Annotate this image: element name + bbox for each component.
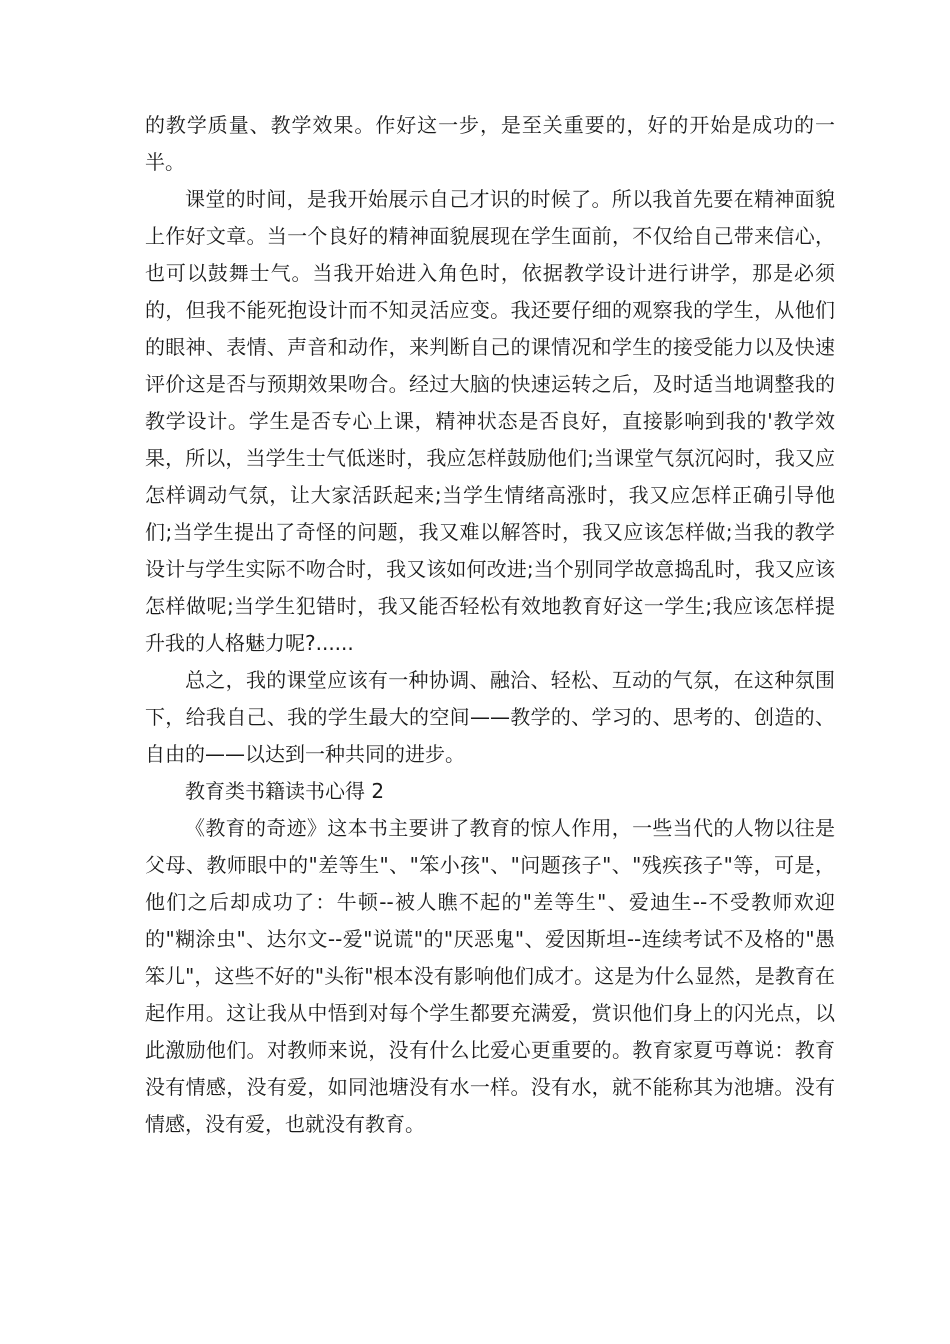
paragraph-classroom-time: 课堂的时间，是我开始展示自己才识的时候了。所以我首先要在精神面貌上作好文章。当一个良好的精神面貌展现在学生面前，不仅给自己带来信心，也可以鼓舞士气。当我开始进入角色时，依据教学设计进行讲学，那是必须的，但我不能死抱设计而不知灵活应变。我还要仔细的观察我的学生，从他们的眼神、表情、声音和动作，来判断自己的课情况和学生的接受能力以及快速评价这是否与预期效果吻合。经过大脑的快速运转之后，及时适当地调整我的教学设计。学生是否专心上课，精神状态是否良好，直接影响到我的'教学效果，所以，当学生士气低迷时，我应怎样鼓励他们;当课堂气氛沉闷时，我又应怎样调动气氛，让大家活跃起来;当学生情绪高涨时，我又应怎样正确引导他们;当学生提出了奇怪的问题，我又难以解答时，我又应该怎样做;当我的教学设计与学生实际不吻合时，我又该如何改进;当个别同学故意捣乱时，我又应该怎样做呢;当学生犯错时，我又能否轻松有效地教育好这一学生;我应该怎样提升我的人格魅力呢?......: [145, 187, 835, 655]
paragraph-continuation: 的教学质量、教学效果。作好这一步，是至关重要的，好的开始是成功的一半。: [145, 113, 835, 174]
section-heading: 教育类书籍读书心得 2: [185, 779, 385, 803]
paragraph-summary: 总之，我的课堂应该有一种协调、融洽、轻松、互动的气氛，在这种氛围下，给我自己、我的学生最大的空间——教学的、学习的、思考的、创造的、自由的——以达到一种共同的进步。: [145, 668, 835, 766]
paragraph-education-miracle: 《教育的奇迹》这本书主要讲了教育的惊人作用，一些当代的人物以往是父母、教师眼中的"差等生"、"笨小孩"、"问题孩子"、"残疾孩子"等，可是，他们之后却成功了：牛顿--被人瞧不起的"差等生"、爱迪生--不受教师欢迎的"糊涂虫"、达尔文--爱"说谎"的"厌恶鬼"、爱因斯坦--连续考试不及格的"愚笨儿"，这些不好的"头衔"根本没有影响他们成才。这是为什么显然，是教育在起作用。这让我从中悟到对每个学生都要充满爱，赏识他们身上的闪光点，以此激励他们。对教师来说，没有什么比爱心更重要的。教育家夏丏尊说：教育没有情感，没有爱，如同池塘没有水一样。没有水，就不能称其为池塘。没有情感，没有爱，也就没有教育。: [145, 816, 835, 1136]
document-page: [145, 107, 835, 1143]
